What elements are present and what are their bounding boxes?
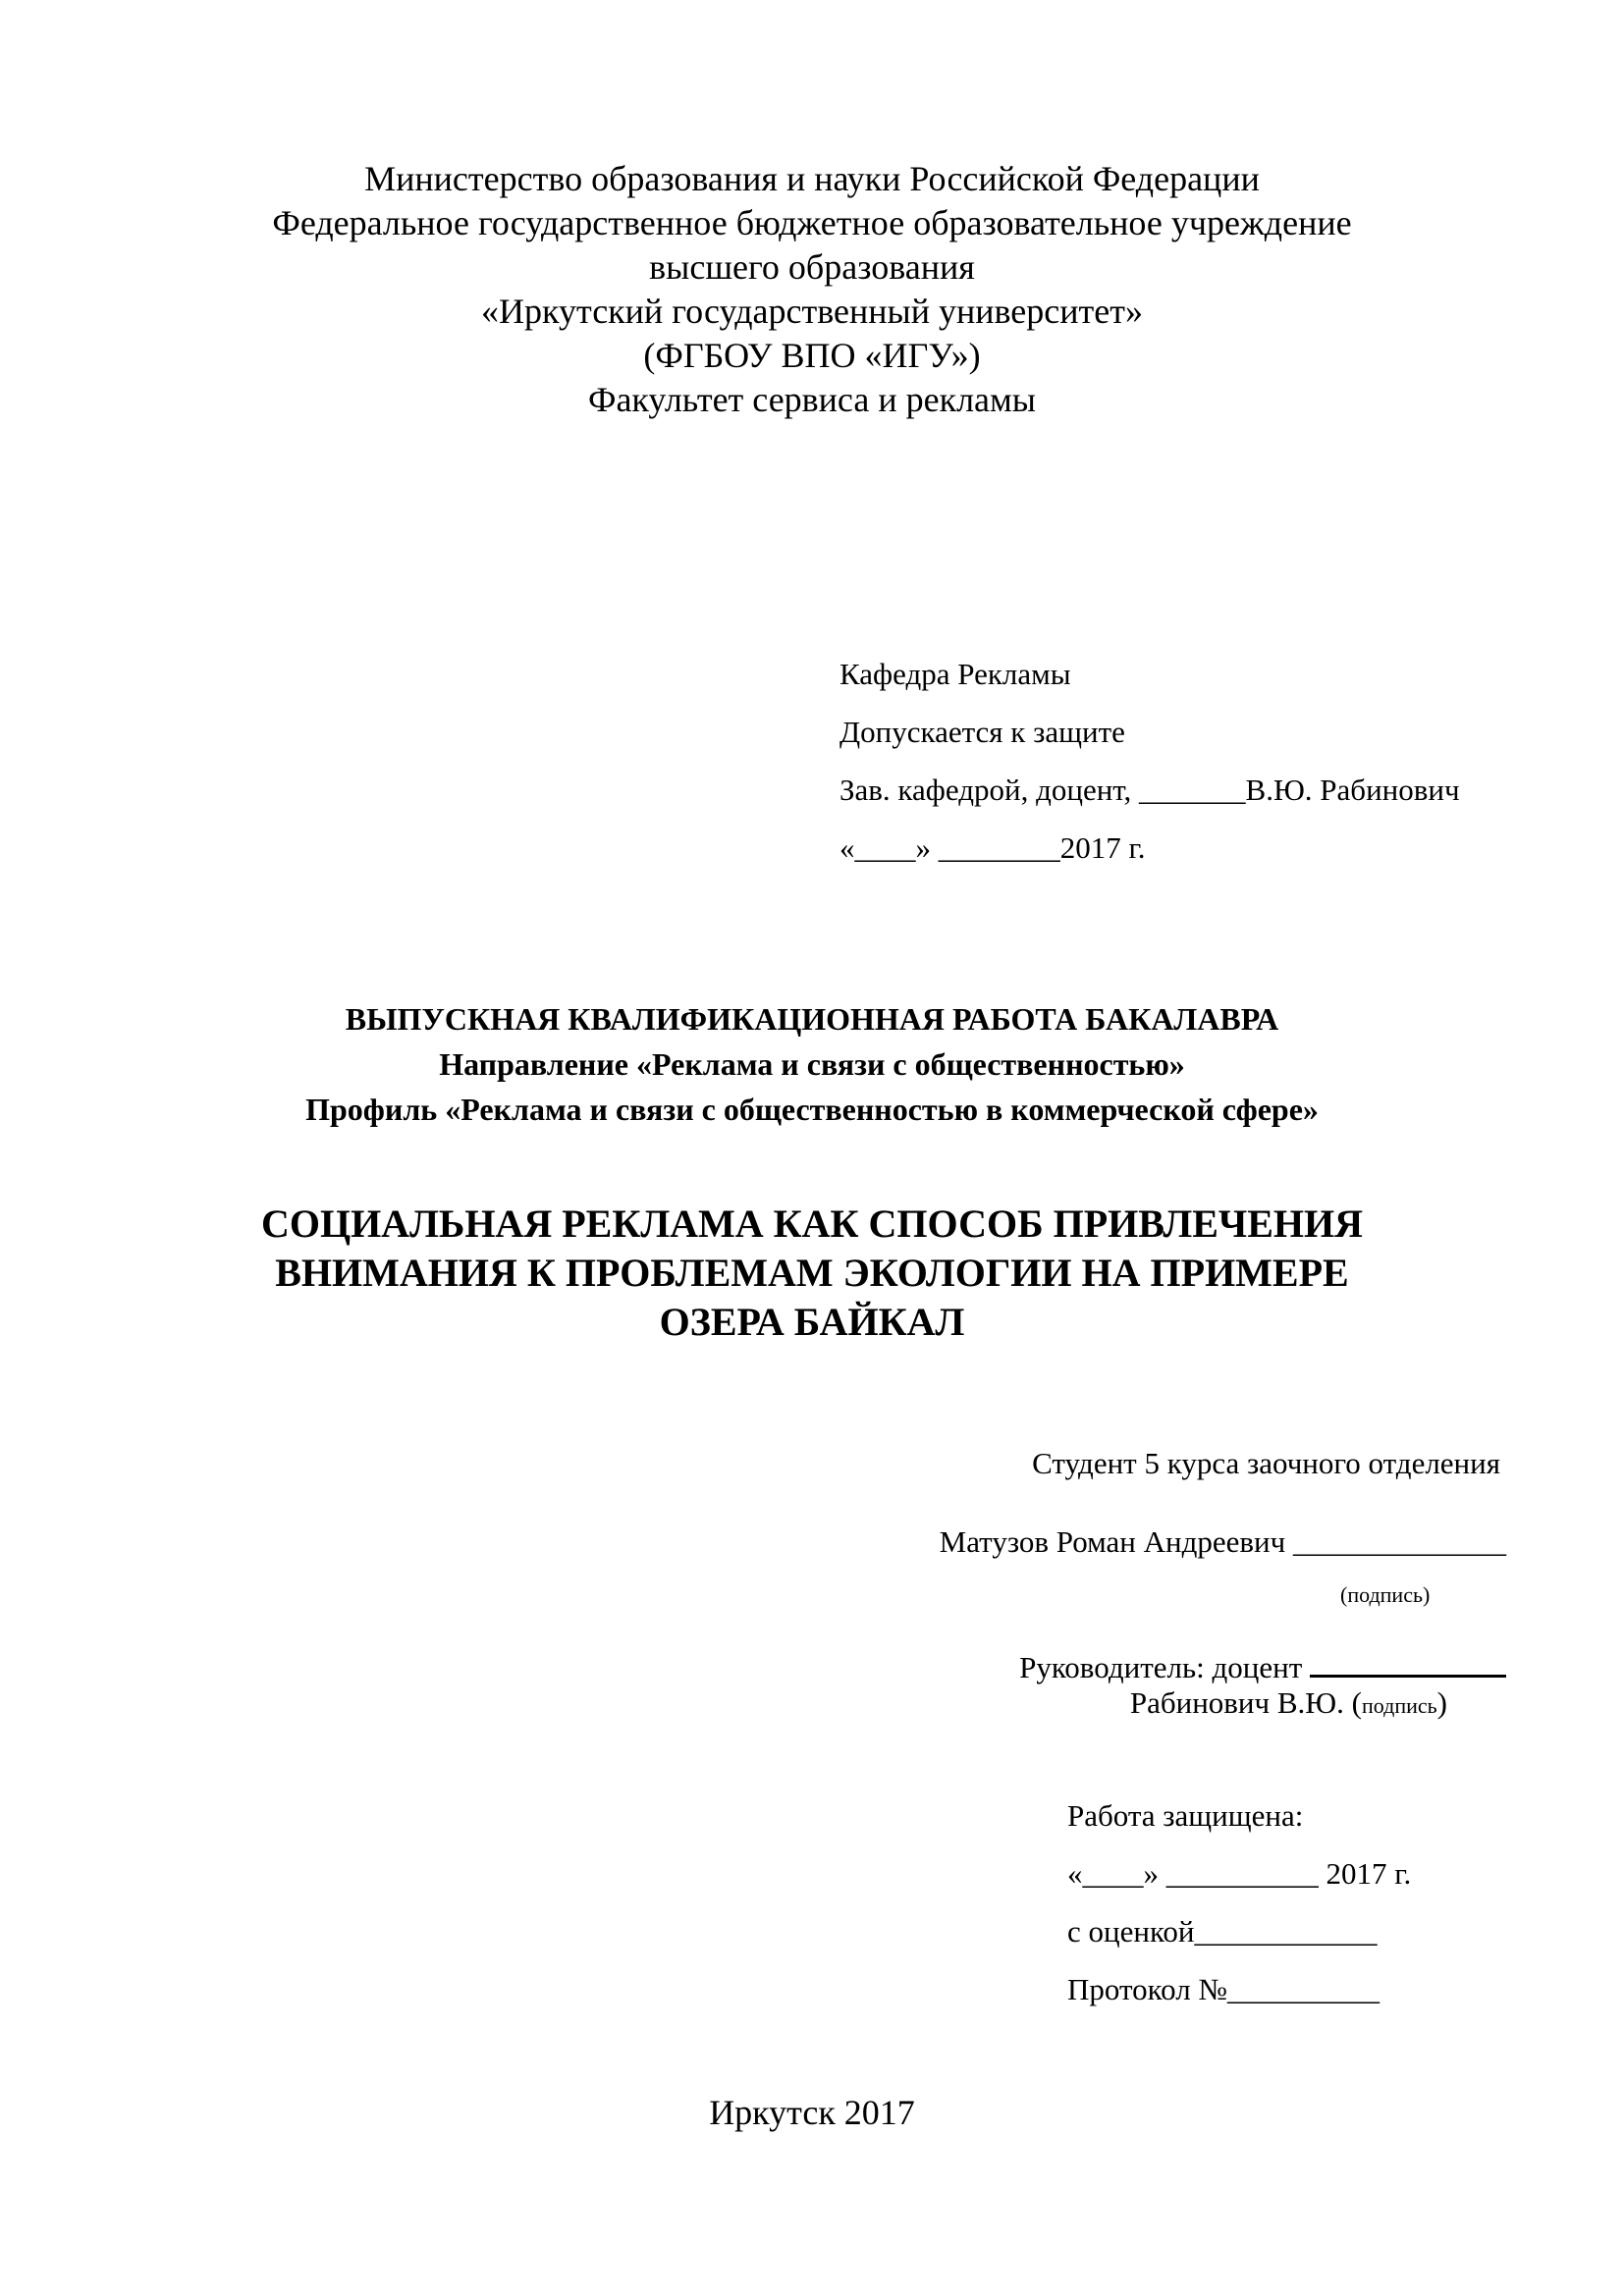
defense-month-blank: __________ xyxy=(1165,1856,1319,1891)
approval-date-line xyxy=(839,829,1145,867)
supervisor-name-line xyxy=(1130,1684,1447,1725)
student-name-line xyxy=(940,1523,1506,1561)
university-line: «Иркутский государственный университет» xyxy=(481,292,1143,331)
profile-heading: Профиль «Реклама и связи с общественностью в коммерческой сфере» xyxy=(305,1092,1319,1127)
work-type-heading: ВЫПУСКНАЯ КВАЛИФИКАЦИОННАЯ РАБОТА БАКАЛАВРА xyxy=(345,1001,1279,1037)
head-signature-blank: _______ xyxy=(1139,773,1246,807)
approval-month-blank: ________ xyxy=(938,830,1060,865)
thesis-title-line-1: СОЦИАЛЬНАЯ РЕКЛАМА КАК СПОСОБ ПРИВЛЕЧЕНИЯ xyxy=(260,1201,1364,1246)
approval-day-blank: ____ xyxy=(854,830,916,865)
approval-date-open: « xyxy=(839,830,855,865)
ministry-line: Министерство образования и науки Российской Федерации xyxy=(364,159,1260,198)
student-course-line: Студент 5 курса заочного отделения xyxy=(1032,1446,1500,1480)
supervisor-signature-note: подпись xyxy=(1361,1693,1437,1718)
student-signature-note: (подпись) xyxy=(1340,1582,1431,1607)
grade-label: с оценкой xyxy=(1067,1914,1195,1949)
defense-protected-line: Работа защищена: xyxy=(1067,1798,1304,1833)
city-year: Иркутск 2017 xyxy=(709,2093,915,2132)
institution-type-line: Федеральное государственное бюджетное образовательное учреждение xyxy=(272,203,1352,242)
thesis-title-line-3: ОЗЕРА БАЙКАЛ xyxy=(659,1300,965,1344)
student-name: Матузов Роман Андреевич xyxy=(939,1524,1293,1559)
supervisor-label: Руководитель: доцент xyxy=(1019,1650,1310,1684)
defense-grade-line xyxy=(1067,1913,1378,1950)
approval-date-close: » xyxy=(915,830,939,865)
education-level-line: высшего образования xyxy=(649,247,975,287)
direction-heading: Направление «Реклама и связи с общественностью» xyxy=(439,1046,1185,1082)
protocol-label: Протокол № xyxy=(1067,1972,1227,2006)
supervisor-close-paren: ) xyxy=(1436,1685,1447,1720)
head-name: В.Ю. Рабинович xyxy=(1245,773,1460,807)
head-prefix: Зав. кафедрой, доцент, xyxy=(839,773,1140,807)
student-signature-blank: ______________ xyxy=(1293,1524,1506,1559)
faculty-line: Факультет сервиса и рекламы xyxy=(588,380,1036,419)
defense-year: 2017 г. xyxy=(1318,1856,1412,1891)
thesis-title-line-2: ВНИМАНИЯ К ПРОБЛЕМАМ ЭКОЛОГИИ НА ПРИМЕРЕ xyxy=(275,1251,1349,1295)
defense-protocol-line xyxy=(1067,1971,1380,2008)
protocol-blank: __________ xyxy=(1227,1972,1380,2006)
supervisor-signature-blank xyxy=(1310,1651,1506,1678)
grade-blank: ____________ xyxy=(1194,1914,1378,1949)
admitted-line: Допускается к защите xyxy=(839,715,1125,749)
defense-date-close: » xyxy=(1143,1856,1166,1891)
approval-year: 2017 г. xyxy=(1059,830,1146,865)
supervisor-name: Рабинович В.Ю. ( xyxy=(1129,1685,1362,1720)
head-of-department-line xyxy=(839,772,1460,809)
supervisor-line xyxy=(1019,1649,1506,1686)
department-line: Кафедра Рекламы xyxy=(839,657,1071,691)
defense-date-line xyxy=(1067,1855,1411,1893)
defense-day-blank: ____ xyxy=(1082,1856,1144,1891)
defense-date-open: « xyxy=(1067,1856,1083,1891)
abbreviation-line: (ФГБОУ ВПО «ИГУ») xyxy=(643,336,981,375)
